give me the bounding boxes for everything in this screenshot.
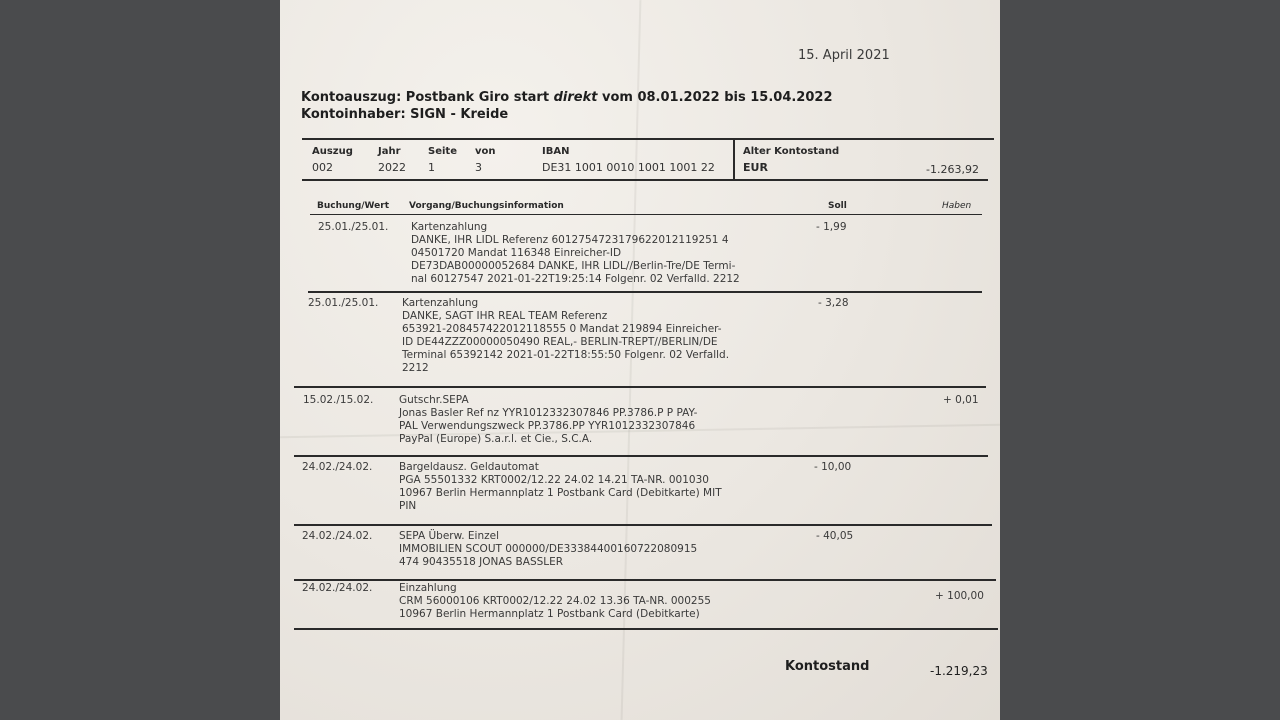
transaction-date: 24.02./24.02.: [302, 530, 373, 542]
transaction-line: SEPA Überw. Einzel: [399, 530, 500, 542]
transaction-line: DANKE, IHR LIDL Referenz 6012754723179622012119251 4: [411, 234, 729, 246]
statement-title: [301, 90, 833, 105]
value-jahr: 2022: [378, 161, 406, 174]
transaction-haben: + 100,00: [935, 590, 984, 602]
transaction-soll: - 40,05: [816, 530, 854, 542]
transaction-line: DE73DAB00000052684 DANKE, IHR LIDL//Berlin-Tre/DE Termi-: [411, 260, 736, 272]
row-divider: [308, 291, 982, 293]
transaction-line: Terminal 65392142 2021-01-22T18:55:50 Folgenr. 02 Verfalld.: [402, 349, 730, 361]
transaction-line: ID DE44ZZZ00000050490 REAL,- BERLIN-TREPT//BERLIN/DE: [402, 336, 718, 348]
label-jahr: Jahr: [378, 146, 401, 157]
col-haben: Haben: [942, 201, 972, 211]
transaction-description: [399, 394, 697, 446]
transaction-haben: + 0,01: [943, 394, 979, 406]
title-emphasis: direkt: [553, 90, 598, 105]
transaction-date: 25.01./25.01.: [308, 297, 379, 309]
value-currency: EUR: [743, 161, 768, 174]
statement-paper: [280, 0, 1000, 720]
transaction-date: 24.02./24.02.: [302, 582, 373, 594]
transaction-soll: - 10,00: [814, 461, 852, 473]
transaction-date: 15.02./15.02.: [303, 394, 374, 406]
header-divider: [733, 138, 735, 180]
row-divider: [294, 628, 998, 630]
transaction-line: Einzahlung: [399, 582, 457, 594]
transaction-line: 10967 Berlin Hermannplatz 1 Postbank Card (Debitkarte) MIT: [399, 487, 722, 499]
transaction-line: 10967 Berlin Hermannplatz 1 Postbank Card (Debitkarte): [399, 608, 700, 620]
transaction-line: IMMOBILIEN SCOUT 000000/DE33384400160722080915: [399, 543, 698, 555]
transaction-line: Jonas Basler Ref nz YYR1012332307846 PP.3786.P P PAY-: [399, 407, 698, 419]
transaction-line: Bargeldausz. Geldautomat: [399, 461, 539, 473]
value-von: 3: [475, 161, 482, 174]
header-top-rule: [302, 138, 994, 140]
transaction-line: PGA 55501332 KRT0002/12.22 24.02 14.21 TA-NR. 001030: [399, 474, 709, 486]
statement-date: 15. April 2021: [798, 48, 890, 63]
col-vorgang: Vorgang/Buchungsinformation: [409, 201, 564, 211]
row-divider: [294, 524, 992, 526]
transaction-date: 24.02./24.02.: [302, 461, 373, 473]
value-iban: DE31 1001 0010 1001 1001 22: [542, 161, 715, 174]
value-auszug: 002: [312, 161, 333, 174]
transaction-line: 2212: [402, 362, 429, 374]
transaction-soll: - 1,99: [816, 221, 847, 233]
title-prefix: Kontoauszug: Postbank Giro start: [301, 90, 550, 105]
row-divider: [294, 579, 996, 581]
transaction-line: CRM 56000106 KRT0002/12.22 24.02 13.36 TA-NR. 000255: [399, 595, 711, 607]
row-divider: [294, 386, 986, 388]
transaction-line: Gutschr.SEPA: [399, 394, 469, 406]
transaction-line: 04501720 Mandat 116348 Einreicher-ID: [411, 247, 622, 259]
label-von: von: [475, 146, 496, 157]
transaction-line: PayPal (Europe) S.a.r.l. et Cie., S.C.A.: [399, 433, 593, 445]
total-label: Kontostand: [785, 659, 870, 674]
transaction-description: [411, 221, 740, 286]
account-holder: Kontoinhaber: SIGN - Kreide: [301, 107, 509, 122]
transaction-line: Kartenzahlung: [402, 297, 479, 309]
transaction-line: 653921-208457422012118555 0 Mandat 219894 Einreicher-: [402, 323, 722, 335]
transaction-date: 25.01./25.01.: [318, 221, 389, 233]
transaction-line: 474 90435518 JONAS BASSLER: [399, 556, 564, 568]
transaction-description: [399, 530, 697, 569]
total-value: -1.219,23: [930, 664, 988, 678]
transaction-description: [399, 461, 722, 513]
transaction-line: Kartenzahlung: [411, 221, 488, 233]
transaction-description: [399, 582, 711, 621]
transaction-description: [402, 297, 729, 375]
header-bottom-rule: [302, 179, 988, 181]
transaction-line: PAL Verwendungszweck PP.3786.PP YYR1012332307846: [399, 420, 696, 432]
label-iban: IBAN: [542, 146, 570, 157]
transaction-line: PIN: [399, 500, 417, 512]
row-divider: [294, 455, 988, 457]
label-seite: Seite: [428, 146, 457, 157]
value-seite: 1: [428, 161, 435, 174]
col-soll: Soll: [828, 201, 847, 211]
title-suffix: vom 08.01.2022 bis 15.04.2022: [601, 90, 833, 105]
transaction-line: nal 60127547 2021-01-22T19:25:14 Folgenr. 02 Verfalld. 2212: [411, 273, 740, 285]
label-alter-kontostand: Alter Kontostand: [743, 146, 840, 157]
value-alter-kontostand: -1.263,92: [926, 163, 979, 176]
transaction-line: DANKE, SAGT IHR REAL TEAM Referenz: [402, 310, 608, 322]
col-buchung-wert: Buchung/Wert: [317, 201, 390, 211]
transaction-soll: - 3,28: [818, 297, 849, 309]
column-header-rule: [310, 214, 982, 215]
label-auszug: Auszug: [312, 146, 353, 157]
